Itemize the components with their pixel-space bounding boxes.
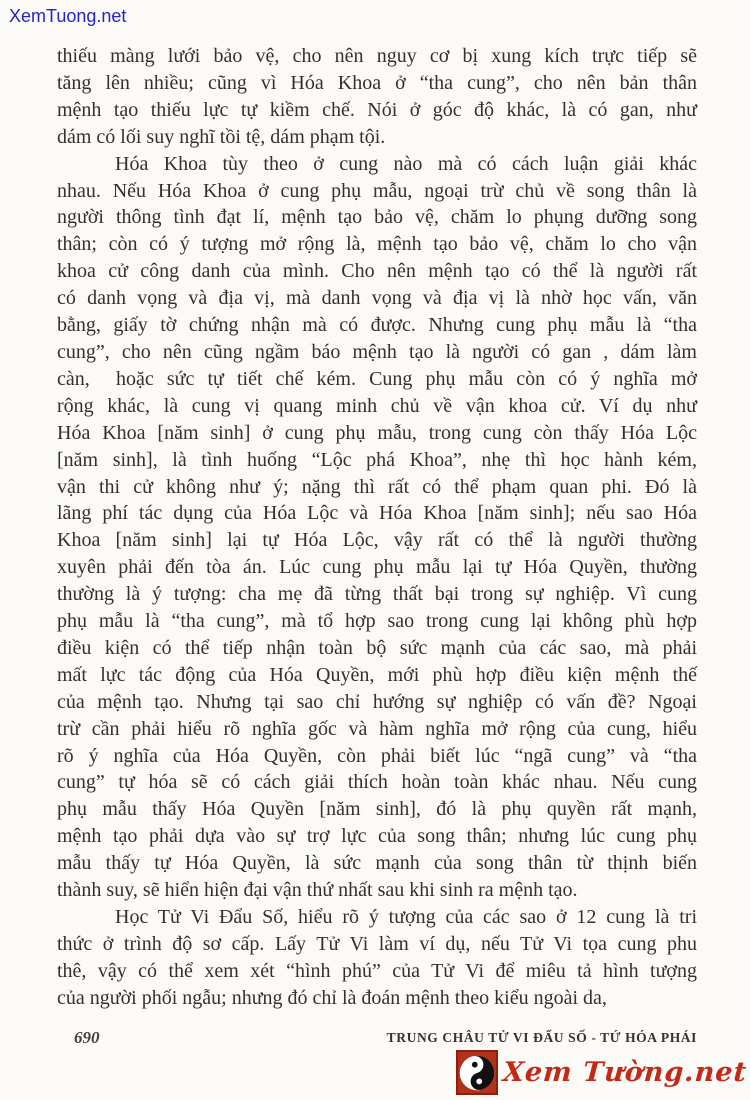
text-line: tăng lên nhiều; cũng vì Hóa Khoa ở “tha cung”, cho nên bản thân xyxy=(57,71,697,94)
text-line: thân; còn có ý tượng mở rộng là, mệnh tạo bảo vệ, chăm lo cho vận xyxy=(57,233,697,256)
text-line: rộng khác, là cung vị quang minh chủ về vận khoa cử. Ví dụ như xyxy=(57,394,697,417)
text-line: Hóa Khoa tùy theo ở cung nào mà có cách luận giải khác xyxy=(115,152,697,175)
text-line: thức ở trình độ sơ cấp. Lấy Tử Vi làm ví dụ, nếu Tử Vi tọa cung phu xyxy=(57,932,697,955)
text-line: điều kiện có thể tiếp nhận toàn bộ sức mạnh của các sao, mà phải xyxy=(57,636,697,659)
text-line: trừ cần phải hiểu rõ nghĩa gốc và hàm nghĩa mở rộng của cung, hiểu xyxy=(57,717,697,740)
text-line: phụ mẫu thấy Hóa Quyền [năm sinh], đó là phụ quyền rất mạnh, xyxy=(57,798,697,821)
running-title: TRUNG CHÂU TỬ VI ĐẨU SỐ - TỨ HÓA PHÁI xyxy=(386,1030,697,1045)
yin-yang-icon xyxy=(456,1050,498,1095)
text-line: cung”, cho nên cũng ngầm báo mệnh tạo là người có gan , dám làm xyxy=(57,340,697,363)
text-line: người thông tình đạt lí, mệnh tạo bảo vệ, chăm lo phụng dưỡng song xyxy=(57,206,697,229)
text-line: nhau. Nếu Hóa Khoa ở cung phụ mẫu, ngoại trừ chủ về song thân là xyxy=(57,179,697,202)
text-line: Hóa Khoa [năm sinh] ở cung phụ mẫu, trong cung còn thấy Hóa Lộc xyxy=(57,421,697,444)
text-line: của mệnh tạo. Nhưng tại sao chỉ hướng sự nghiệp có vấn đề? Ngoại xyxy=(57,690,697,713)
text-line: khoa cử công danh của mình. Cho nên mệnh tạo có thể là người rất xyxy=(57,260,697,283)
text-line: vận thi cử không như ý; nặng thì rất có thể phạm quan phi. Đó là xyxy=(57,475,697,498)
text-line: mất lực tác động của Hóa Quyền, mới phù hợp điều kiện mệnh thế xyxy=(57,663,697,686)
text-line: của người phối ngẫu; nhưng đó chỉ là đoán mệnh theo kiểu ngoài da, xyxy=(57,986,607,1009)
text-line: rõ ý nghĩa của Hóa Quyền, còn phải biết lúc “ngã cung” và “tha xyxy=(57,744,697,767)
watermark-text: Xem Tường.net xyxy=(501,1057,749,1088)
text-line: thê, vậy có thể xem xét “hình phú” của Tử Vi để miêu tả hình tượng xyxy=(57,959,697,982)
text-line: lãng phí tác dụng của Hóa Lộc và Hóa Khoa [năm sinh]; nếu sao Hóa xyxy=(57,502,697,525)
text-line: Học Tử Vi Đẩu Số, hiểu rõ ý tượng của các sao ở 12 cung là tri xyxy=(115,906,697,928)
text-line: xuyên phải đến tòa án. Lúc cung phụ mẫu lại tự Hóa Quyền, thường xyxy=(57,556,697,579)
text-line: [năm sinh], là tình huống “Lộc phá Khoa”, nhẹ thì học hành kém, xyxy=(57,448,697,471)
text-line: mệnh tạo phải dựa vào sự trợ lực của song thân; nhưng lúc cung phụ xyxy=(57,825,697,848)
text-line: thiếu màng lưới bảo vệ, cho nên nguy cơ bị xung kích trực tiếp sẽ xyxy=(57,45,697,67)
text-line: mẫu thấy tự Hóa Quyền, là sức mạnh của song thân từ thịnh biến xyxy=(57,852,697,875)
text-line: bằng, giấy tờ chứng nhận mà có được. Nhưng cung phụ mẫu là “tha xyxy=(57,314,697,337)
text-line: thường là ý tượng: cha mẹ đã từng thất bại trong sự nghiệp. Vì cung xyxy=(57,583,697,606)
text-line: có danh vọng và địa vị, mà danh vọng và địa vị là nhờ học vấn, văn xyxy=(57,287,697,310)
site-link[interactable]: XemTuong.net xyxy=(9,6,127,26)
text-line: càn, hoặc sức tự tiết chế kém. Cung phụ mẫu còn có ý nghĩa mở xyxy=(57,367,697,390)
page-body-text xyxy=(57,43,697,1012)
text-line: cung” tự hóa sẽ có cách giải thích hoàn toàn khác nhau. Nếu cung xyxy=(57,771,697,794)
watermark xyxy=(456,1050,747,1095)
page-number: 690 xyxy=(74,1028,100,1047)
text-line: phụ mẫu là “tha cung”, mà tổ hợp sao trong cung lại không phù hợp xyxy=(57,610,697,633)
text-line: mệnh tạo thiếu lực tự kiềm chế. Nói ở góc độ khác, là có gan, như xyxy=(57,98,697,121)
text-line: thành suy, sẽ hiển hiện đại vận thứ nhất sau khi sinh ra mệnh tạo. xyxy=(57,879,578,902)
text-line: dám có lối suy nghĩ tồi tệ, dám phạm tội. xyxy=(57,125,386,148)
text-line: Khoa [năm sinh] lại tự Hóa Lộc, vậy rất có thể là người thường xyxy=(57,529,697,552)
